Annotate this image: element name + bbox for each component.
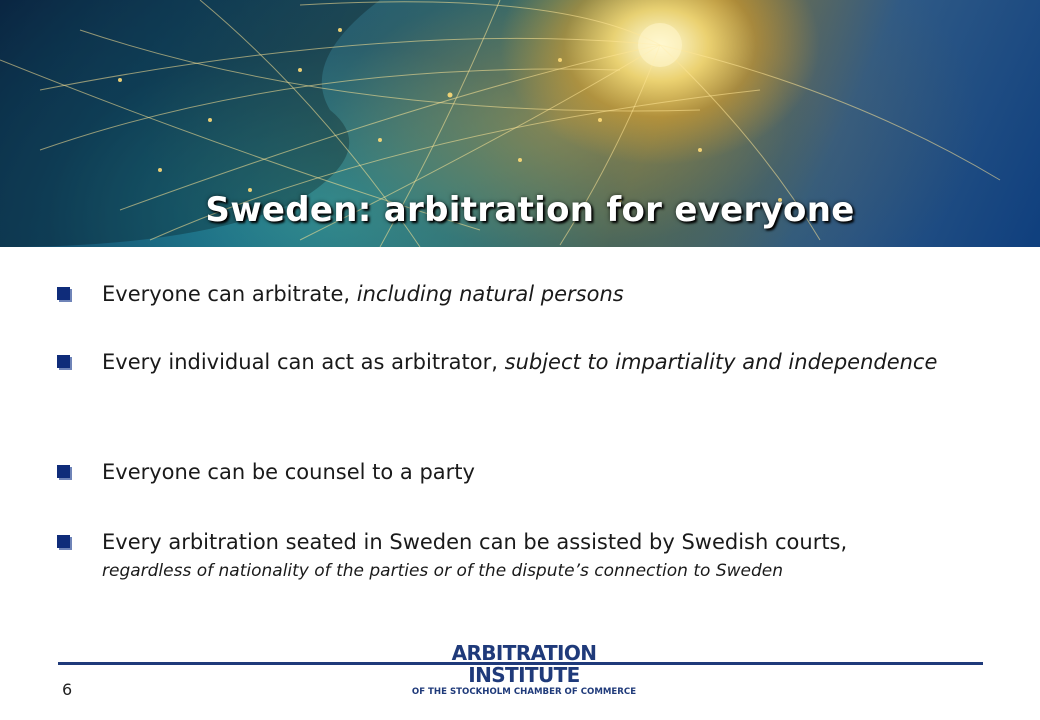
bullet-text: Everyone can be counsel to a party (102, 460, 475, 484)
square-bullet-icon (57, 287, 70, 300)
institute-logo (394, 642, 654, 698)
slide-title: Sweden: arbitration for everyone (205, 190, 855, 230)
bullet-item (57, 456, 987, 488)
bullet-item (57, 526, 987, 584)
header-banner-image (0, 0, 1040, 247)
logo-line-2: OF THE STOCKHOLM CHAMBER OF COMMERCE (411, 687, 637, 697)
square-bullet-icon (57, 535, 70, 548)
bullet-note: regardless of nationality of the parties or of the dispute’s connection to Sweden (102, 561, 784, 581)
page-number: 6 (62, 680, 73, 699)
bullet-text: Every arbitration seated in Sweden can be assisted by Swedish courts, regardless of nationality of the parties or of the dispute’s connection to Sweden (102, 526, 987, 584)
bullet-item (57, 278, 987, 310)
bullet-text: Everyone can arbitrate, including natural persons (102, 282, 624, 306)
logo-line-1: ARBITRATION INSTITUTE (451, 641, 597, 687)
bullet-text: Every individual can act as arbitrator, subject to impartiality and independence (102, 350, 938, 374)
bullet-item (57, 346, 987, 378)
square-bullet-icon (57, 355, 70, 368)
square-bullet-icon (57, 465, 70, 478)
